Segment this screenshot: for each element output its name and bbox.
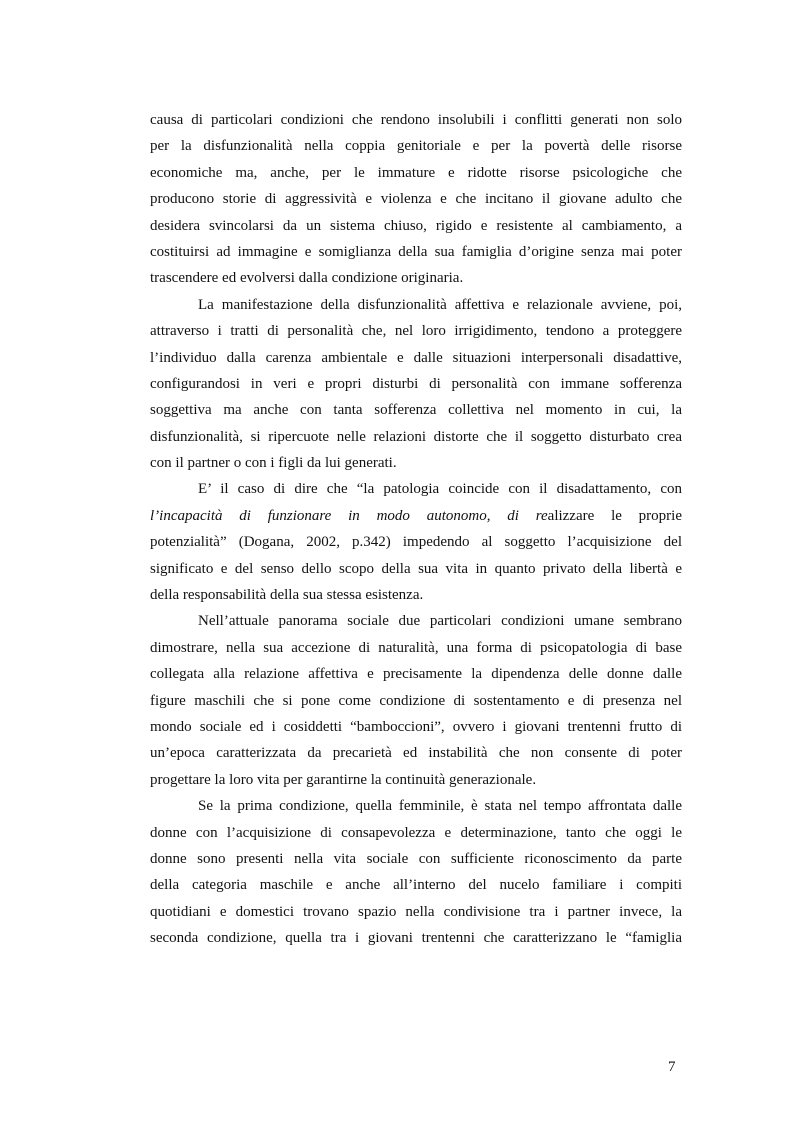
text-segment: l’individuo dalla carenza ambientale e dalle situazioni interpersonali disadattive,	[150, 349, 682, 366]
text-line	[150, 714, 682, 740]
text-segment: donne con l’acquisizione di consapevolezza e determinazione, tanto che oggi le	[150, 824, 682, 841]
text-segment: collegata alla relazione affettiva e precisamente la dipendenza delle donne dalle	[150, 666, 682, 683]
text-line	[150, 265, 682, 291]
paragraph	[150, 107, 682, 292]
text-segment: La manifestazione della disfunzionalità affettiva e relazionale avviene, poi,	[198, 296, 682, 313]
text-line	[150, 397, 682, 423]
text-line	[150, 608, 682, 634]
text-segment: quotidiani e domestici trovano spazio nella condivisione tra i partner invece, la	[150, 903, 682, 920]
text-segment: trascendere ed evolversi dalla condizione originaria.	[150, 270, 464, 287]
text-segment: E’ il caso di dire che “la patologia coincide con il disadattamento, con	[198, 481, 682, 498]
text-segment: dimostrare, nella sua accezione di naturalità, una forma di psicopatologia di base	[150, 639, 682, 656]
text-segment: producono storie di aggressività e violenza e che incitano il giovane adulto che	[150, 191, 682, 208]
text-line	[150, 450, 682, 476]
text-segment: seconda condizione, quella tra i giovani trentenni che caratterizzano le “famiglia	[150, 930, 682, 947]
text-segment: figure maschili che si pone come condizione di sostentamento e di presenza nel	[150, 692, 682, 709]
text-line	[150, 503, 682, 529]
text-segment: attraverso i tratti di personalità che, nel loro irrigidimento, tendono a proteggere	[150, 323, 682, 340]
text-line	[150, 424, 682, 450]
text-segment: configurandosi in veri e propri disturbi di personalità con immane sofferenza	[150, 375, 682, 392]
text-line	[150, 133, 682, 159]
text-line	[150, 688, 682, 714]
text-line	[150, 476, 682, 502]
paragraph	[150, 608, 682, 793]
text-segment: un’epoca caratterizzata da precarietà ed instabilità che non consente di poter	[150, 745, 682, 762]
text-line	[150, 556, 682, 582]
text-line	[150, 740, 682, 766]
text-segment: della categoria maschile e anche all’interno del nucelo familiare i compiti	[150, 877, 682, 894]
text-line	[150, 345, 682, 371]
text-line	[150, 582, 682, 608]
text-segment: significato e del senso dello scopo della sua vita in quanto privato della libertà e	[150, 560, 682, 577]
text-line	[150, 846, 682, 872]
text-segment: donne sono presenti nella vita sociale con sufficiente riconoscimento da parte	[150, 850, 682, 867]
text-segment: soggettiva ma anche con tanta sofferenza collettiva nel momento in cui, la	[150, 402, 682, 419]
text-line	[150, 292, 682, 318]
text-line	[150, 213, 682, 239]
text-line	[150, 767, 682, 793]
text-segment: progettare la loro vita per garantirne la continuità generazionale.	[150, 771, 537, 788]
text-line	[150, 318, 682, 344]
page-number: 7	[668, 1059, 676, 1075]
page-body	[150, 107, 682, 952]
text-segment: della responsabilità della sua stessa esistenza.	[150, 587, 424, 604]
text-segment: potenzialità” (Dogana, 2002, p.342) impedendo al soggetto l’acquisizione del	[150, 534, 682, 551]
text-line	[150, 899, 682, 925]
text-line	[150, 661, 682, 687]
text-segment: causa di particolari condizioni che rendono insolubili i conflitti generati non solo	[150, 112, 682, 128]
paragraph	[150, 476, 682, 608]
text-line	[150, 925, 682, 951]
paragraph	[150, 793, 682, 951]
text-line	[150, 239, 682, 265]
text-line	[150, 529, 682, 555]
paragraph	[150, 292, 682, 477]
text-line	[150, 820, 682, 846]
text-segment: disfunzionalità, si ripercuote nelle relazioni distorte che il soggetto disturbato crea	[150, 428, 682, 445]
text-line	[150, 107, 682, 133]
text-segment: economiche ma, anche, per le immature e ridotte risorse psicologiche che	[150, 164, 682, 181]
text-segment: alizzare le proprie	[547, 507, 682, 524]
text-segment: costituirsi ad immagine e somiglianza della sua famiglia d’origine senza mai poter	[150, 243, 682, 260]
text-segment: desidera svincolarsi da un sistema chiuso, rigido e resistente al cambiamento, a	[150, 217, 682, 234]
text-segment: Nell’attuale panorama sociale due particolari condizioni umane sembrano	[198, 613, 682, 630]
text-line	[150, 872, 682, 898]
text-line	[150, 186, 682, 212]
text-line	[150, 160, 682, 186]
text-line	[150, 793, 682, 819]
text-line	[150, 635, 682, 661]
text-segment: Se la prima condizione, quella femminile, è stata nel tempo affrontata dalle	[198, 798, 682, 815]
text-segment: mondo sociale ed i cosiddetti “bamboccioni”, ovvero i giovani trentenni frutto di	[150, 718, 682, 735]
text-segment: per la disfunzionalità nella coppia genitoriale e per la povertà delle risorse	[150, 138, 682, 155]
italic-text: l’incapacità di funzionare in modo autonomo, di re	[150, 507, 548, 524]
text-segment: con il partner o con i figli da lui generati.	[150, 455, 397, 472]
text-line	[150, 371, 682, 397]
